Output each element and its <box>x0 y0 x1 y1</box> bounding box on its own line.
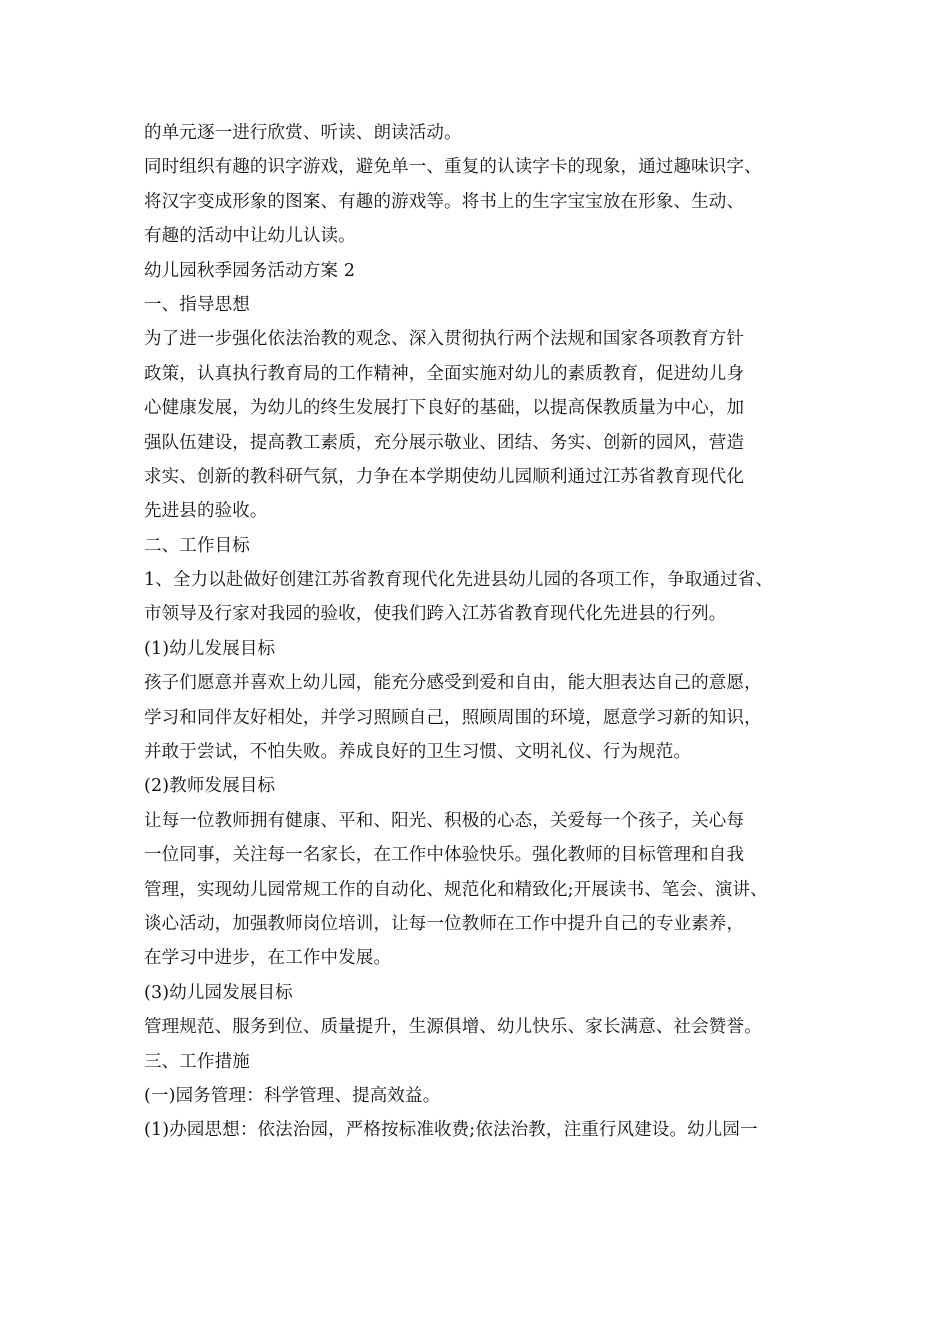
text-line: (1)办园思想：依法治园，严格按标准收费;依法治教，注重行风建设。幼儿园一 <box>144 1120 758 1141</box>
text-line: 政策，认真执行教育局的工作精神，全面实施对幼儿的素质教育，促进幼儿身 <box>144 363 745 384</box>
text-line: 求实、创新的教科研气氛，力争在本学期使幼儿园顺利通过江苏省教育现代化 <box>144 466 745 487</box>
section-heading: 一、指导思想 <box>144 294 250 315</box>
text-line: 并敢于尝试，不怕失败。养成良好的卫生习惯、文明礼仪、行为规范。 <box>144 742 692 763</box>
text-line: 管理，实现幼儿园常规工作的自动化、规范化和精致化;开展读书、笔会、演讲、 <box>144 879 768 900</box>
text-line: 一位同事，关注每一名家长，在工作中体验快乐。强化教师的目标管理和自我 <box>144 845 745 866</box>
section-heading: 三、工作措施 <box>144 1051 250 1072</box>
text-line: 强队伍建设，提高教工素质，充分展示敬业、团结、务实、创新的园风，营造 <box>144 432 745 453</box>
text-line: 的单元逐一进行欣赏、听读、朗读活动。 <box>144 123 462 143</box>
text-line: 谈心活动，加强教师岗位培训，让每一位教师在工作中提升自己的专业素养， <box>144 913 745 934</box>
text-line: 让每一位教师拥有健康、平和、阳光、积极的心态，关爱每一个孩子，关心每 <box>144 810 745 831</box>
text-line: 在学习中进步，在工作中发展。 <box>144 948 392 969</box>
text-line: 同时组织有趣的识字游戏，避免单一、重复的认读字卡的现象，通过趣味识字、 <box>144 157 762 178</box>
text-line: 1、全力以赴做好创建江苏省教育现代化先进县幼儿园的各项工作，争取通过省、 <box>144 570 774 591</box>
text-line: 管理规范、服务到位、质量提升，生源俱增、幼儿快乐、家长满意、社会赞誉。 <box>144 1017 762 1038</box>
text-line: 先进县的验收。 <box>144 501 268 522</box>
subsection-heading: (3)幼儿园发展目标 <box>144 982 293 1003</box>
subsection-heading: (2)教师发展目标 <box>144 776 276 797</box>
text-line: 将汉字变成形象的图案、有趣的游戏等。将书上的生字宝宝放在形象、生动、 <box>144 191 745 212</box>
subsection-heading: (1)幼儿发展目标 <box>144 638 276 659</box>
text-line: 市领导及行家对我园的验收，使我们跨入江苏省教育现代化先进县的行列。 <box>144 604 727 625</box>
document-body <box>144 116 824 1148</box>
text-line: 学习和同伴友好相处，并学习照顾自己，照顾周围的环境，愿意学习新的知识， <box>144 707 762 728</box>
section-title: 幼儿园秋季园务活动方案 2 <box>144 260 356 281</box>
text-line: 孩子们愿意并喜欢上幼儿园，能充分感受到爱和自由，能大胆表达自己的意愿， <box>144 673 762 694</box>
text-line: 有趣的活动中让幼儿认读。 <box>144 226 356 247</box>
text-line: 为了进一步强化依法治教的观念、深入贯彻执行两个法规和国家各项教育方针 <box>144 329 745 350</box>
section-heading: 二、工作目标 <box>144 535 250 556</box>
subsection-heading: (一)园务管理：科学管理、提高效益。 <box>144 1085 441 1106</box>
text-line: 心健康发展，为幼儿的终生发展打下良好的基础，以提高保教质量为中心，加 <box>144 398 745 419</box>
